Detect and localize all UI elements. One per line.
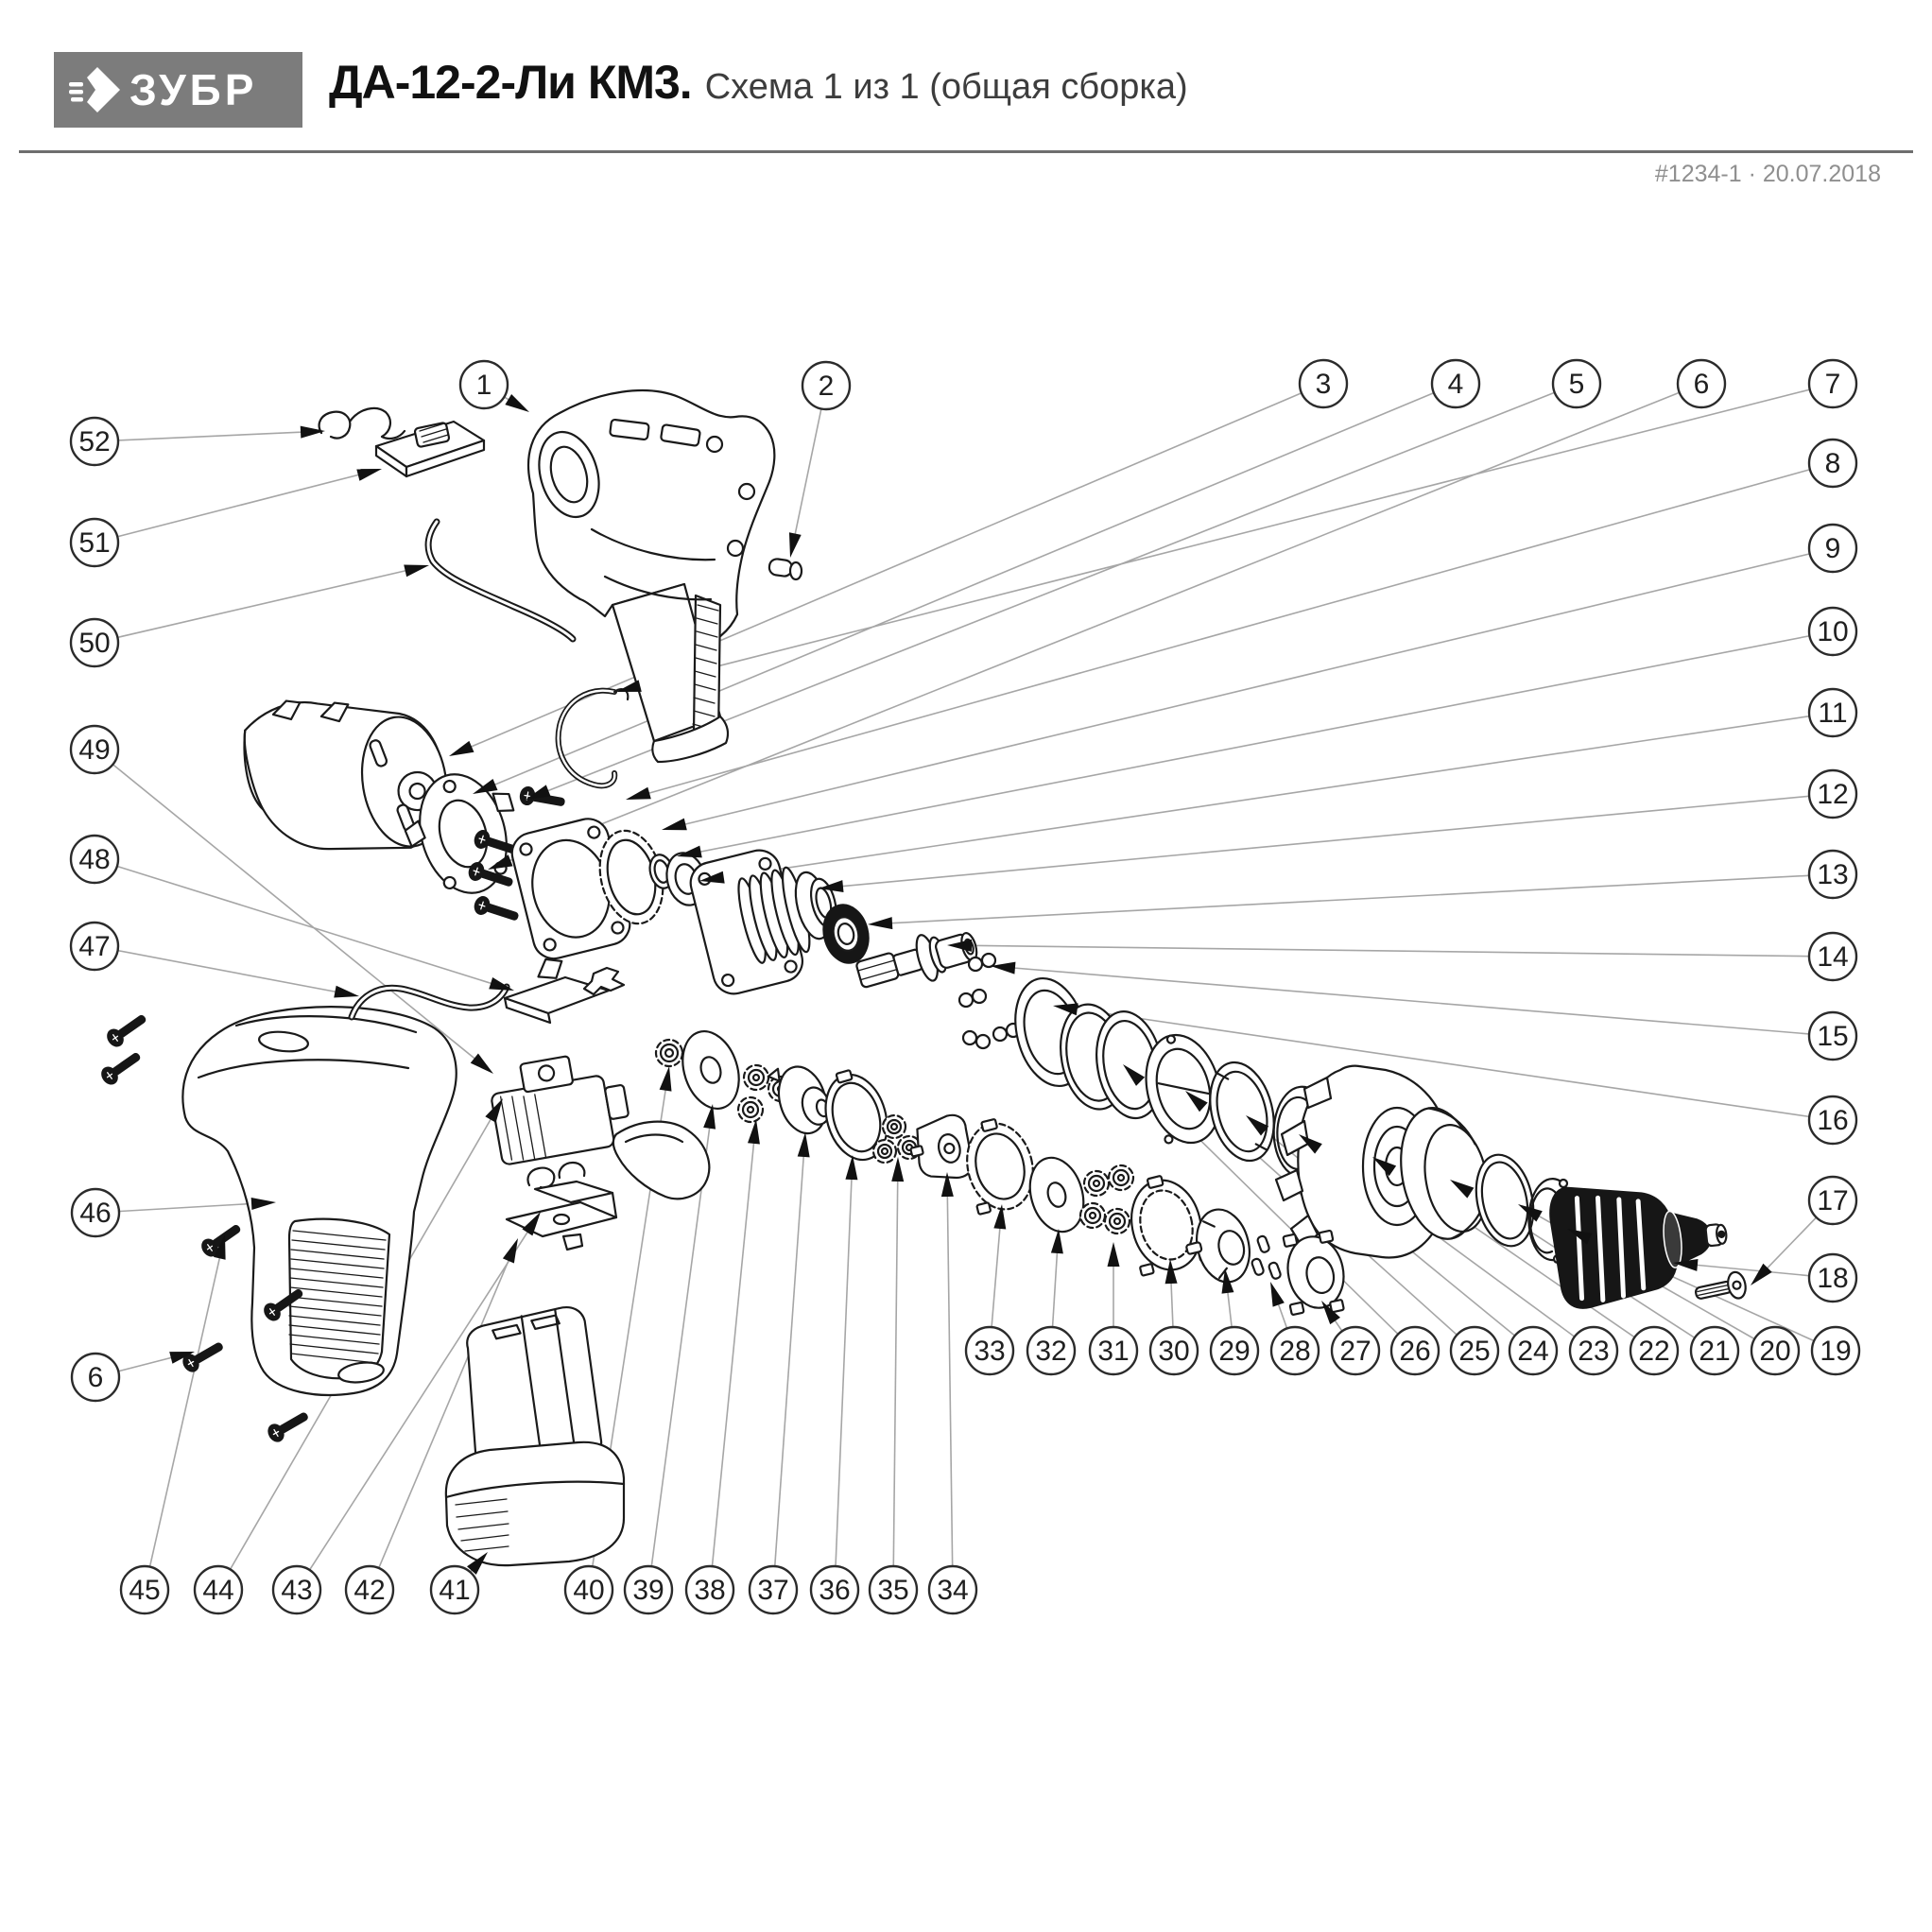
callout-3 — [1300, 360, 1347, 407]
svg-text:38: 38 — [694, 1575, 726, 1606]
svg-text:51: 51 — [78, 527, 111, 559]
callout-9 — [1809, 525, 1856, 572]
leader-line-45 — [150, 1240, 224, 1567]
svg-text:10: 10 — [1817, 616, 1849, 647]
callout-14 — [1809, 933, 1856, 980]
svg-text:52: 52 — [78, 426, 111, 457]
callout-33 — [966, 1327, 1013, 1374]
svg-text:16: 16 — [1817, 1105, 1849, 1136]
svg-text:11: 11 — [1818, 698, 1848, 729]
svg-text:5: 5 — [1568, 369, 1585, 400]
svg-text:50: 50 — [78, 628, 111, 659]
leader-arrow-13 — [868, 917, 892, 929]
callout-24 — [1509, 1327, 1557, 1374]
svg-text:47: 47 — [78, 931, 111, 962]
leader-line-52 — [118, 431, 319, 440]
svg-text:49: 49 — [78, 734, 111, 766]
callout-32 — [1027, 1327, 1075, 1374]
leader-arrow-48 — [489, 977, 514, 991]
leader-arrow-31 — [1108, 1242, 1120, 1267]
leader-arrow-47 — [334, 986, 359, 998]
leader-line-51 — [117, 470, 376, 536]
leader-line-50 — [117, 566, 423, 637]
svg-text:7: 7 — [1824, 369, 1841, 400]
svg-text:1: 1 — [475, 370, 492, 401]
leader-arrow-42 — [503, 1238, 518, 1263]
svg-text:18: 18 — [1817, 1263, 1849, 1294]
schema-subtitle: Схема 1 из 1 (общая сборка) — [704, 67, 1188, 107]
leader-arrow-35 — [891, 1157, 904, 1182]
svg-text:28: 28 — [1279, 1336, 1311, 1367]
part-contact-plates — [507, 1163, 616, 1250]
callout-51 — [71, 519, 118, 566]
brand-logo — [54, 52, 302, 128]
leader-line-11 — [705, 716, 1809, 880]
leader-line-12 — [824, 796, 1809, 888]
svg-text:12: 12 — [1817, 779, 1849, 810]
part-switch — [487, 1047, 710, 1199]
svg-text:44: 44 — [202, 1575, 234, 1606]
svg-text:31: 31 — [1097, 1336, 1130, 1367]
parts-artwork — [99, 390, 1748, 1565]
doc-reference: #1234-1 · 20.07.2018 — [1654, 161, 1881, 187]
leader-line-18 — [1679, 1264, 1809, 1276]
callout-37 — [750, 1566, 797, 1613]
svg-text:48: 48 — [78, 844, 111, 875]
part-wire-clip — [559, 689, 629, 785]
part-ring-gear-33 — [957, 1113, 1042, 1216]
callout-15 — [1809, 1012, 1856, 1060]
callout-16 — [1809, 1096, 1856, 1144]
callout-6 — [1678, 360, 1725, 407]
part-battery — [446, 1305, 624, 1565]
leader-arrow-8 — [626, 787, 651, 800]
page-title — [329, 55, 1188, 130]
callout-18 — [1809, 1254, 1856, 1302]
callout-44 — [195, 1566, 242, 1613]
leader-line-9 — [667, 554, 1810, 829]
callout-23 — [1570, 1327, 1617, 1374]
callout-4 — [1432, 360, 1479, 407]
svg-text:3: 3 — [1315, 369, 1332, 400]
leader-line-14 — [953, 945, 1809, 957]
callout-43 — [273, 1566, 320, 1613]
callout-35 — [870, 1566, 917, 1613]
leader-lines — [112, 389, 1816, 1572]
svg-text:17: 17 — [1817, 1185, 1849, 1216]
leader-line-13 — [873, 875, 1809, 923]
callout-31 — [1090, 1327, 1137, 1374]
callout-36 — [811, 1566, 858, 1613]
leader-line-36 — [836, 1161, 853, 1566]
callout-40 — [565, 1566, 612, 1613]
svg-text:6: 6 — [87, 1362, 104, 1393]
leader-line-37 — [775, 1138, 805, 1566]
svg-text:43: 43 — [281, 1575, 313, 1606]
callout-26 — [1391, 1327, 1439, 1374]
leader-line-35 — [893, 1163, 898, 1566]
callout-27 — [1332, 1327, 1379, 1374]
leader-arrow-51 — [356, 469, 382, 481]
part-sun-gear — [656, 1040, 682, 1066]
callout-49 — [71, 726, 118, 773]
svg-text:13: 13 — [1817, 859, 1849, 890]
model-title: ДА-12-2-Ли КМ3. — [329, 56, 692, 109]
header-divider — [19, 150, 1913, 153]
leader-line-10 — [682, 636, 1810, 855]
svg-text:27: 27 — [1339, 1336, 1371, 1367]
svg-text:36: 36 — [819, 1575, 851, 1606]
svg-text:15: 15 — [1817, 1021, 1849, 1052]
callout-41 — [431, 1566, 478, 1613]
part-front-housing — [182, 1007, 456, 1395]
leader-arrow-50 — [404, 565, 429, 578]
part-washer-39 — [673, 1024, 748, 1115]
callout-22 — [1630, 1327, 1678, 1374]
svg-text:26: 26 — [1399, 1336, 1431, 1367]
leader-arrowheads — [169, 394, 1772, 1575]
leader-line-7 — [622, 389, 1810, 690]
leader-arrow-2 — [789, 532, 802, 558]
leader-line-34 — [947, 1178, 953, 1566]
callout-17 — [1809, 1177, 1856, 1224]
svg-text:40: 40 — [573, 1575, 605, 1606]
callout-52 — [71, 418, 118, 465]
svg-text:9: 9 — [1824, 533, 1841, 564]
leader-line-2 — [791, 408, 821, 552]
callout-21 — [1691, 1327, 1738, 1374]
callout-11 — [1809, 689, 1856, 736]
svg-text:23: 23 — [1578, 1336, 1610, 1367]
callout-45 — [121, 1566, 168, 1613]
callout-29 — [1211, 1327, 1258, 1374]
callout-19 — [1812, 1327, 1859, 1374]
svg-text:30: 30 — [1158, 1336, 1190, 1367]
svg-text:19: 19 — [1820, 1336, 1852, 1367]
svg-text:2: 2 — [818, 371, 835, 402]
zubr-arrow-icon — [69, 64, 120, 115]
svg-text:24: 24 — [1517, 1336, 1549, 1367]
svg-text:45: 45 — [129, 1575, 161, 1606]
svg-text:32: 32 — [1035, 1336, 1067, 1367]
svg-text:37: 37 — [757, 1575, 789, 1606]
svg-text:42: 42 — [354, 1575, 386, 1606]
leader-line-38 — [712, 1125, 755, 1566]
part-latch-button — [376, 422, 484, 476]
callout-2 — [802, 362, 850, 409]
logo-text: ЗУБР — [129, 65, 258, 114]
part-pins — [1251, 1235, 1282, 1280]
leader-arrow-49 — [471, 1054, 493, 1074]
svg-text:21: 21 — [1699, 1336, 1731, 1367]
svg-text:8: 8 — [1824, 448, 1841, 479]
leader-arrow-37 — [798, 1132, 810, 1157]
svg-text:34: 34 — [937, 1575, 969, 1606]
leader-line-8 — [631, 470, 1810, 799]
callout-20 — [1751, 1327, 1799, 1374]
callout-5 — [1553, 360, 1600, 407]
callout-1 — [460, 361, 508, 408]
svg-text:20: 20 — [1759, 1336, 1791, 1367]
callout-38 — [686, 1566, 733, 1613]
callout-50 — [71, 619, 118, 666]
callout-circles — [71, 360, 1859, 1613]
part-planet-gears-31 — [1080, 1165, 1133, 1233]
svg-text:22: 22 — [1638, 1336, 1670, 1367]
callout-42 — [346, 1566, 393, 1613]
leader-arrow-1 — [505, 394, 529, 412]
leader-arrow-7 — [616, 680, 642, 692]
callout-48 — [71, 836, 118, 883]
svg-text:29: 29 — [1218, 1336, 1251, 1367]
callout-34 — [929, 1566, 976, 1613]
callout-28 — [1271, 1327, 1319, 1374]
svg-text:25: 25 — [1458, 1336, 1491, 1367]
callout-12 — [1809, 770, 1856, 818]
leader-arrow-3 — [449, 741, 474, 756]
part-spindle — [854, 922, 982, 1000]
callout-39 — [625, 1566, 672, 1613]
leader-arrow-9 — [662, 819, 687, 831]
svg-text:46: 46 — [79, 1198, 112, 1229]
callout-46 — [72, 1189, 119, 1236]
leader-arrow-52 — [301, 426, 325, 439]
leader-arrow-28 — [1270, 1282, 1285, 1307]
svg-text:41: 41 — [439, 1575, 471, 1606]
svg-text:4: 4 — [1447, 369, 1464, 400]
part-carrier-1 — [905, 1113, 977, 1188]
leader-arrow-10 — [677, 846, 702, 858]
svg-text:35: 35 — [877, 1575, 909, 1606]
leader-arrow-40 — [660, 1066, 672, 1092]
callout-10 — [1809, 608, 1856, 655]
leader-line-47 — [118, 951, 354, 995]
callout-30 — [1150, 1327, 1198, 1374]
part-latch-spring — [319, 408, 405, 439]
svg-text:14: 14 — [1817, 941, 1849, 973]
callout-8 — [1809, 440, 1856, 487]
callout-13 — [1809, 851, 1856, 898]
svg-text:39: 39 — [632, 1575, 664, 1606]
svg-text:33: 33 — [974, 1336, 1006, 1367]
callout-6 — [72, 1354, 119, 1401]
part-terminal-plate — [505, 968, 624, 1023]
svg-text:6: 6 — [1693, 369, 1710, 400]
callout-25 — [1451, 1327, 1498, 1374]
callout-47 — [71, 923, 118, 970]
part-chuck-screw — [1693, 1270, 1748, 1306]
part-button — [768, 558, 802, 579]
callout-7 — [1809, 360, 1856, 407]
